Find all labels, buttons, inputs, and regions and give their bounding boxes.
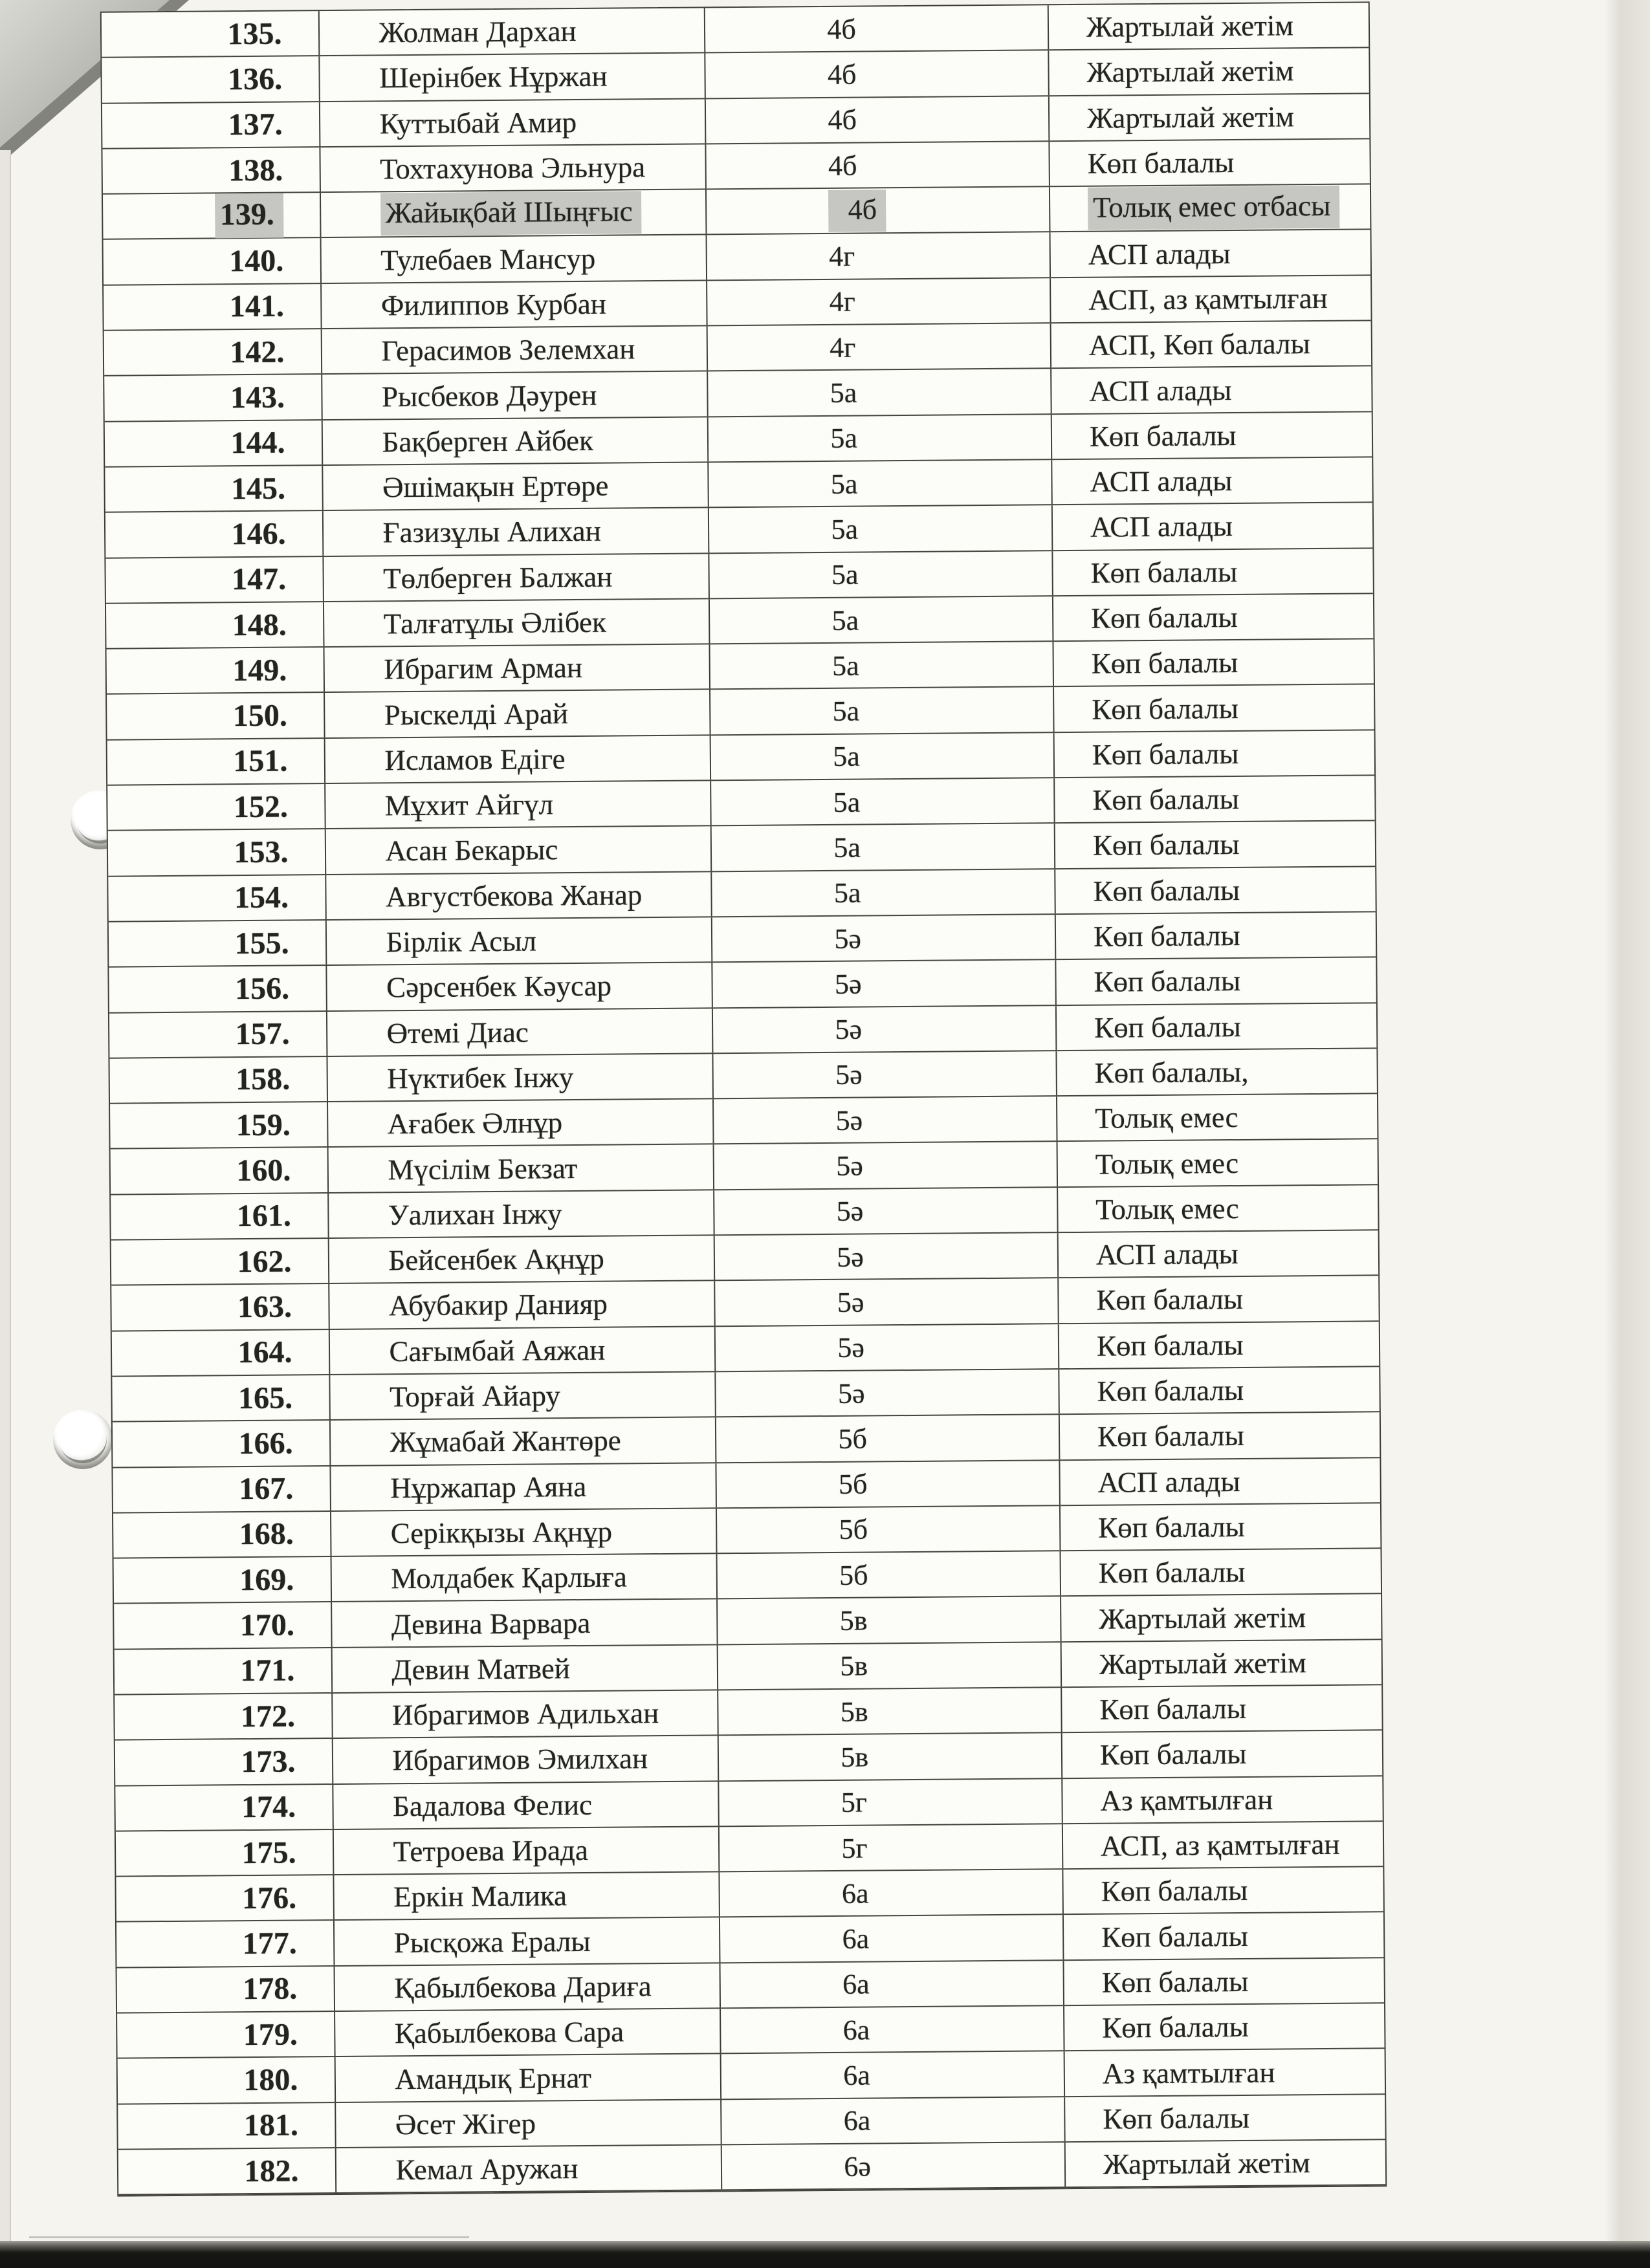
family-status-cell: Көп балалы	[1097, 1510, 1246, 1544]
row-number-cell: 159.	[110, 1102, 328, 1148]
class-grade-cell: 5а	[709, 415, 1052, 461]
student-name-cell: Ибрагимов Эмилхан	[333, 1736, 719, 1783]
row-number-cell: 148.	[106, 602, 324, 648]
family-status-cell: Көп балалы	[1096, 1328, 1244, 1362]
page-left-edge	[0, 150, 11, 2241]
family-status-cell: Жартылай жетім	[1103, 2146, 1310, 2181]
student-name-cell: Торғай Айару	[330, 1372, 716, 1419]
class-grade-cell: 5г	[720, 1824, 1063, 1871]
row-number-cell: 164.	[112, 1330, 330, 1376]
class-grade-cell: 5ә	[712, 915, 1056, 961]
class-grade-cell: 5ә	[716, 1369, 1060, 1416]
class-grade-cell: 6а	[720, 1915, 1064, 1962]
highlight-mark: 139.	[214, 193, 283, 238]
row-number-cell: 158.	[109, 1057, 327, 1103]
family-status-cell: Көп балалы	[1094, 965, 1241, 999]
student-name-cell: Ибрагимов Адильхан	[333, 1690, 719, 1738]
family-status-cell: Көп балалы	[1090, 555, 1238, 589]
family-status-cell: Көп балалы	[1093, 873, 1240, 908]
family-status-cell: Көп балалы	[1101, 1919, 1248, 1954]
row-number-cell: 144.	[105, 420, 323, 466]
row-number-cell: 145.	[105, 466, 323, 512]
row-number-cell: 182.	[118, 2148, 336, 2194]
student-name-cell: Исламов Едіге	[325, 736, 711, 783]
row-number-cell: 147.	[105, 557, 324, 603]
family-status-cell: Көп балалы	[1099, 1692, 1247, 1726]
family-status-cell: Көп балалы	[1103, 2101, 1250, 2135]
student-name-cell: Қабылбекова Сара	[335, 2009, 721, 2056]
page-right-edge	[1605, 0, 1650, 2268]
student-name-cell: Жолман Дархан	[319, 8, 705, 55]
student-name-cell: Серікқызы Ақнұр	[331, 1509, 717, 1556]
class-grade-cell: 5ә	[713, 960, 1057, 1007]
class-grade-cell: 5а	[709, 369, 1052, 416]
student-name-cell: Асан Бекарыс	[325, 827, 712, 874]
student-name-cell: Тохтахунова Эльнура	[320, 144, 707, 191]
student-roster-table	[100, 1, 1387, 2197]
student-name-cell: Рыскелді Арай	[325, 690, 711, 737]
family-status-cell: Көп балалы	[1099, 1738, 1247, 1772]
row-number-cell: 174.	[115, 1785, 333, 1831]
class-grade-cell: 5а	[712, 824, 1055, 871]
family-status-cell: Толық емес	[1095, 1101, 1238, 1135]
row-number-cell: 163.	[111, 1284, 329, 1330]
family-status-cell: Көп балалы	[1098, 1556, 1246, 1589]
class-grade-cell: 6а	[721, 2052, 1065, 2099]
class-grade-cell: 4б	[707, 142, 1050, 188]
family-status-cell: Көп балалы	[1096, 1283, 1244, 1317]
highlight-mark: Жайықбай Шыңғыс	[380, 191, 641, 236]
class-grade-cell: 4г	[707, 233, 1051, 279]
row-number-cell: 154.	[108, 875, 326, 921]
class-grade-cell: 5б	[716, 1415, 1060, 1461]
row-number-cell: 141.	[104, 284, 322, 330]
class-grade-cell: 5а	[712, 778, 1055, 825]
row-number-cell: 177.	[116, 1921, 335, 1967]
student-name-cell: Абубакир Данияр	[329, 1281, 716, 1329]
class-grade-cell: 5а	[710, 688, 1054, 734]
student-name-cell: Кемал Аружан	[336, 2145, 722, 2192]
family-status-cell: АСП алады	[1089, 373, 1232, 408]
family-status-cell: Толық емес	[1095, 1146, 1239, 1181]
student-name-cell: Өтемі Диас	[327, 1009, 713, 1056]
student-name-cell: Нүктибек Інжу	[327, 1054, 714, 1101]
row-number-cell: 150.	[107, 693, 325, 739]
class-grade-cell: 4г	[708, 323, 1051, 370]
class-grade-cell: 6а	[721, 2006, 1064, 2053]
class-grade-cell: 5в	[719, 1733, 1062, 1780]
family-status-cell: Көп балалы	[1093, 919, 1240, 953]
student-name-cell: Бақберген Айбек	[322, 417, 709, 464]
class-grade-cell: 5ә	[714, 1096, 1057, 1143]
row-number-cell: 172.	[115, 1694, 333, 1739]
student-name-cell: Августбекова Жанар	[326, 872, 712, 919]
row-number-cell: 135.	[102, 11, 320, 57]
family-status-cell	[1050, 185, 1370, 232]
family-status-cell: АСП алады	[1090, 464, 1233, 498]
row-number-cell: 176.	[116, 1875, 334, 1921]
student-name-cell: Мұхит Айгүл	[325, 781, 712, 828]
family-status-cell: Көп балалы	[1101, 1874, 1248, 1908]
family-status-cell: Көп балалы	[1092, 783, 1240, 816]
row-number-cell: 140.	[104, 239, 322, 285]
family-status-cell: Көп балалы	[1102, 2011, 1249, 2044]
student-name-cell: Талғатұлы Әлібек	[324, 599, 710, 646]
row-number-cell: 179.	[117, 2012, 335, 2058]
row-number-cell: 138.	[102, 147, 320, 193]
family-status-cell: АСП алады	[1097, 1465, 1240, 1499]
hole-punch-mark	[53, 1410, 113, 1469]
family-status-cell: Аз қамтылған	[1102, 2056, 1275, 2090]
class-grade-cell: 4б	[706, 51, 1050, 98]
student-name-cell: Тетроева Ирада	[333, 1827, 720, 1874]
class-grade-cell: 4г	[707, 278, 1051, 325]
student-name-cell: Бадалова Фелис	[333, 1782, 720, 1829]
student-name-cell: Ибрагим Арман	[324, 645, 710, 692]
student-name-cell: Девин Матвей	[332, 1645, 718, 1692]
class-grade-cell: 5а	[709, 460, 1053, 507]
family-status-cell: Көп балалы	[1091, 646, 1238, 681]
family-status-cell: Көп балалы,	[1094, 1055, 1249, 1089]
table-row	[118, 2140, 1385, 2196]
family-status-cell: АСП алады	[1090, 510, 1233, 544]
class-grade-cell: 5б	[717, 1461, 1061, 1507]
class-grade-cell: 6а	[720, 1870, 1064, 1916]
family-status-cell: АСП алады	[1088, 237, 1231, 271]
row-number-cell: 137.	[102, 102, 320, 148]
paper-bottom-edge	[29, 2236, 469, 2238]
family-status-cell: Көп балалы	[1097, 1373, 1244, 1408]
class-grade-cell: 5в	[718, 1597, 1061, 1644]
student-name-cell: Ағабек Әлнұр	[328, 1099, 714, 1146]
class-grade-cell: 5а	[711, 733, 1055, 780]
row-number-cell: 170.	[114, 1602, 332, 1648]
class-grade-cell: 5ә	[714, 1142, 1058, 1189]
student-name-cell: Мүсілім Бекзат	[328, 1145, 714, 1192]
row-number-cell: 168.	[113, 1512, 331, 1558]
family-status-cell: Жартылай жетім	[1099, 1646, 1306, 1681]
row-number-cell: 171.	[115, 1648, 333, 1694]
row-number-cell: 142.	[104, 329, 322, 375]
class-grade-cell: 5ә	[716, 1278, 1059, 1325]
student-name-cell: Қабылбекова Дариға	[335, 1963, 721, 2011]
student-name-cell: Тулебаев Мансур	[321, 235, 707, 283]
row-number-cell: 143.	[104, 375, 322, 420]
student-name-cell: Бейсенбек Ақнұр	[329, 1236, 715, 1283]
family-status-cell: АСП, аз қамтылған	[1100, 1827, 1340, 1862]
class-grade-cell: 6ә	[722, 2143, 1066, 2189]
family-status-cell: Көп балалы	[1087, 146, 1235, 180]
family-status-cell: Жартылай жетім	[1086, 9, 1293, 43]
row-number-cell: 151.	[107, 739, 325, 785]
family-status-cell: Көп балалы	[1092, 737, 1239, 771]
student-name-cell	[320, 190, 707, 237]
student-name-cell: Сағымбай Аяжан	[329, 1327, 716, 1374]
class-grade-cell: 6а	[721, 1961, 1064, 2007]
student-name-cell: Куттыбай Амир	[320, 99, 706, 146]
class-grade-cell: 5ә	[716, 1324, 1059, 1371]
row-number-cell: 152.	[107, 784, 325, 830]
family-status-cell: Көп балалы	[1092, 828, 1240, 862]
class-grade-cell: 5в	[719, 1688, 1062, 1734]
row-number-cell: 146.	[105, 511, 324, 557]
student-name-cell: Сәрсенбек Кәусар	[327, 963, 713, 1010]
student-name-cell: Әшімақын Ертөре	[323, 463, 709, 510]
student-name-cell: Әсет Жігер	[336, 2100, 722, 2147]
class-grade-cell: 6а	[722, 2097, 1066, 2144]
row-number-cell: 149.	[107, 648, 325, 693]
class-grade-cell: 5б	[718, 1551, 1061, 1598]
row-number-cell: 157.	[109, 1012, 327, 1058]
family-status-cell: Жартылай жетім	[1086, 100, 1295, 135]
student-name-cell: Рысбеков Дәурен	[322, 372, 709, 419]
row-number-cell: 136.	[102, 56, 320, 102]
family-status-cell: Толық емес	[1095, 1192, 1239, 1226]
class-grade-cell: 5в	[718, 1642, 1062, 1689]
scanner-edge-bar	[0, 2241, 1650, 2268]
family-status-cell: АСП, аз қамтылған	[1088, 281, 1328, 316]
row-number-cell: 180.	[118, 2057, 336, 2103]
family-status-cell: АСП алады	[1095, 1238, 1239, 1271]
class-grade-cell: 5ә	[715, 1233, 1059, 1280]
class-grade-cell: 5г	[720, 1779, 1063, 1826]
family-status-cell: АСП, Көп балалы	[1088, 327, 1310, 362]
row-number-cell: 155.	[109, 921, 327, 966]
family-status-cell: Көп балалы	[1101, 1965, 1249, 1999]
row-number-cell: 181.	[118, 2103, 336, 2149]
class-grade-cell	[707, 187, 1050, 234]
student-name-cell: Ғазизұлы Алихан	[323, 508, 709, 556]
row-number-cell: 173.	[115, 1739, 333, 1785]
student-name-cell: Герасимов Зелемхан	[322, 326, 708, 373]
row-number-cell: 178.	[117, 1967, 335, 2012]
class-grade-cell: 4б	[705, 5, 1049, 52]
student-name-cell: Молдабек Қарлыға	[331, 1554, 718, 1601]
class-grade-cell: 4б	[706, 96, 1050, 143]
student-name-cell: Амандық Ернат	[335, 2055, 721, 2102]
family-status-cell: Көп балалы	[1097, 1419, 1244, 1454]
family-status-cell: Көп балалы	[1094, 1010, 1241, 1044]
row-number-cell	[103, 193, 321, 239]
student-name-cell: Девина Варвара	[332, 1600, 718, 1647]
student-name-cell: Нұржапар Аяна	[331, 1463, 717, 1510]
row-number-cell: 162.	[111, 1239, 329, 1285]
class-grade-cell: 5а	[710, 596, 1053, 643]
row-number-cell: 166.	[113, 1421, 331, 1467]
row-number-cell: 153.	[108, 829, 326, 875]
row-number-cell: 161.	[111, 1194, 329, 1239]
family-status-cell: Жартылай жетім	[1086, 54, 1294, 89]
family-status-cell: Көп балалы	[1090, 600, 1238, 635]
student-name-cell: Бірлік Асыл	[326, 917, 712, 965]
family-status-cell: Жартылай жетім	[1099, 1600, 1306, 1635]
row-number-cell: 167.	[113, 1467, 331, 1512]
student-name-cell: Төлберген Балжан	[324, 554, 710, 601]
class-grade-cell: 5б	[717, 1506, 1061, 1553]
student-name-cell: Уалихан Інжу	[329, 1190, 715, 1238]
family-status-cell: Көп балалы	[1092, 692, 1239, 726]
family-status-cell: Көп балалы	[1089, 419, 1237, 453]
row-number-cell: 156.	[109, 966, 327, 1012]
student-name-cell: Филиппов Курбан	[322, 281, 708, 328]
class-grade-cell: 5ә	[714, 1051, 1057, 1098]
student-name-cell: Еркін Малика	[334, 1872, 720, 1919]
row-number-cell: 160.	[111, 1148, 329, 1194]
family-status-cell: Аз қамтылған	[1100, 1783, 1273, 1817]
class-grade-cell: 5ә	[713, 1006, 1057, 1052]
row-number-cell: 169.	[114, 1557, 332, 1603]
student-name-cell: Шерінбек Нұржан	[320, 54, 706, 101]
student-name-cell: Жұмабай Жантөре	[330, 1418, 716, 1465]
row-number-cell: 165.	[112, 1375, 330, 1421]
highlight-mark: Толық емес отбасы	[1088, 186, 1340, 230]
class-grade-cell: 5а	[710, 551, 1053, 598]
class-grade-cell: 5ә	[714, 1188, 1058, 1234]
table-body	[102, 3, 1385, 2196]
row-number-cell: 175.	[116, 1830, 334, 1876]
class-grade-cell: 5а	[709, 505, 1053, 552]
class-grade-cell: 5а	[712, 869, 1056, 916]
class-grade-cell: 5а	[710, 642, 1054, 688]
student-name-cell: Рысқожа Ералы	[334, 1918, 720, 1965]
highlight-mark: 4б	[828, 190, 886, 232]
